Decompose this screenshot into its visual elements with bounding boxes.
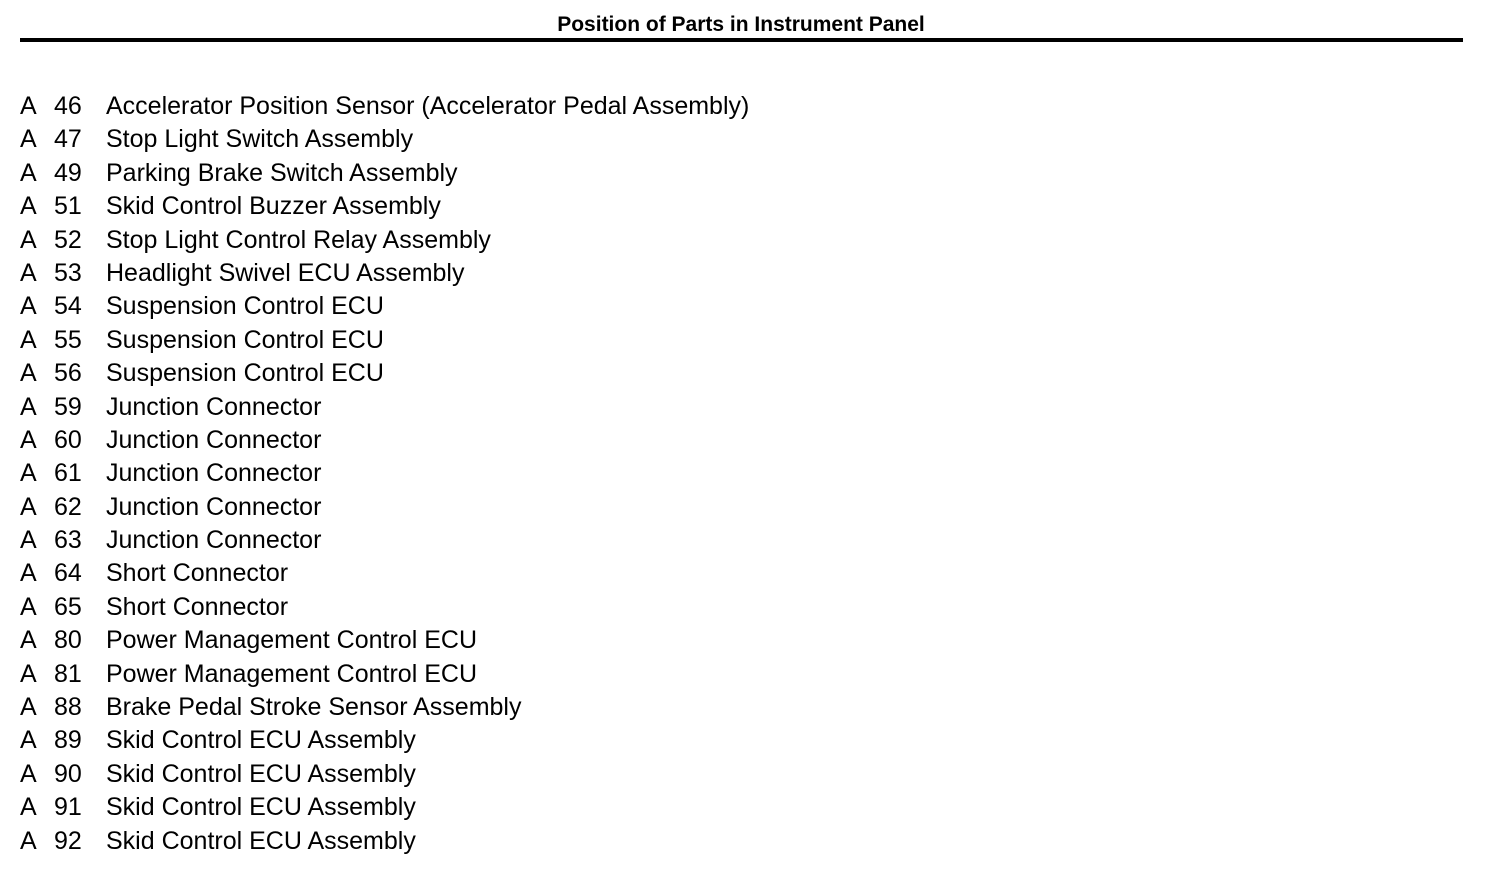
- part-prefix: A: [20, 559, 37, 588]
- part-prefix: A: [20, 225, 37, 254]
- part-prefix: A: [20, 759, 37, 788]
- part-number: 47: [54, 125, 82, 154]
- part-name: Junction Connector: [106, 392, 322, 421]
- list-item: [20, 524, 749, 557]
- list-item: [20, 424, 749, 457]
- part-number: 55: [54, 325, 82, 354]
- part-prefix: A: [20, 325, 37, 354]
- part-number: 92: [54, 826, 82, 855]
- part-name: Suspension Control ECU: [106, 292, 384, 321]
- part-prefix: A: [20, 425, 37, 454]
- part-name: Skid Control ECU Assembly: [106, 759, 416, 788]
- part-prefix: A: [20, 793, 37, 822]
- part-name: Skid Control Buzzer Assembly: [106, 192, 441, 221]
- part-name: Junction Connector: [106, 459, 322, 488]
- part-number: 91: [54, 793, 82, 822]
- part-name: Junction Connector: [106, 425, 322, 454]
- list-item: [20, 391, 749, 424]
- part-prefix: A: [20, 359, 37, 388]
- list-item: [20, 90, 749, 123]
- part-number: 54: [54, 292, 82, 321]
- list-item: [20, 290, 749, 323]
- part-name: Stop Light Switch Assembly: [106, 125, 414, 154]
- list-item: [20, 557, 749, 590]
- part-name: Suspension Control ECU: [106, 359, 384, 388]
- list-item: [20, 658, 749, 691]
- page-title: Position of Parts in Instrument Panel: [557, 13, 925, 36]
- part-number: 60: [54, 425, 82, 454]
- list-item: [20, 825, 749, 858]
- part-number: 52: [54, 225, 82, 254]
- part-number: 51: [54, 192, 82, 221]
- list-item: [20, 758, 749, 791]
- part-number: 56: [54, 359, 82, 388]
- part-name: Skid Control ECU Assembly: [106, 726, 416, 755]
- part-name: Short Connector: [106, 592, 289, 621]
- part-name: Power Management Control ECU: [106, 626, 477, 655]
- list-item: [20, 190, 749, 223]
- list-item: [20, 224, 749, 257]
- part-prefix: A: [20, 125, 37, 154]
- title-divider: [20, 38, 1463, 42]
- part-number: 88: [54, 693, 82, 722]
- part-number: 80: [54, 626, 82, 655]
- part-name: Accelerator Position Sensor (Accelerator Pedal Assembly): [106, 92, 750, 120]
- part-name: Short Connector: [106, 559, 289, 588]
- list-item: [20, 491, 749, 524]
- list-item: [20, 624, 749, 657]
- list-item: [20, 257, 749, 290]
- list-item: [20, 691, 749, 724]
- part-prefix: A: [20, 192, 37, 221]
- part-name: Power Management Control ECU: [106, 659, 477, 688]
- part-prefix: A: [20, 158, 37, 187]
- part-prefix: A: [20, 459, 37, 488]
- part-name: Suspension Control ECU: [106, 325, 384, 354]
- part-number: 62: [54, 492, 82, 521]
- part-prefix: A: [20, 258, 37, 287]
- part-prefix: A: [20, 292, 37, 321]
- list-item: [20, 791, 749, 824]
- list-item: [20, 157, 749, 190]
- part-number: 59: [54, 392, 82, 421]
- parts-list: [20, 90, 749, 858]
- part-number: 65: [54, 592, 82, 621]
- part-prefix: A: [20, 626, 37, 655]
- part-name: Skid Control ECU Assembly: [106, 826, 416, 855]
- part-prefix: A: [20, 826, 37, 855]
- part-name: Junction Connector: [106, 526, 322, 555]
- part-prefix: A: [20, 526, 37, 555]
- part-number: 90: [54, 759, 82, 788]
- part-number: 46: [54, 92, 82, 120]
- part-name: Junction Connector: [106, 492, 322, 521]
- part-name: Skid Control ECU Assembly: [106, 793, 416, 822]
- part-number: 63: [54, 526, 82, 555]
- part-name: Stop Light Control Relay Assembly: [106, 225, 491, 254]
- part-name: Brake Pedal Stroke Sensor Assembly: [106, 693, 522, 722]
- part-prefix: A: [20, 659, 37, 688]
- part-name: Parking Brake Switch Assembly: [106, 158, 458, 187]
- part-number: 49: [54, 158, 82, 187]
- part-prefix: A: [20, 592, 37, 621]
- part-number: 89: [54, 726, 82, 755]
- part-prefix: A: [20, 492, 37, 521]
- part-prefix: A: [20, 693, 37, 722]
- part-number: 81: [54, 659, 82, 688]
- list-item: [20, 357, 749, 390]
- list-item: [20, 724, 749, 757]
- part-prefix: A: [20, 726, 37, 755]
- list-item: [20, 123, 749, 156]
- part-prefix: A: [20, 92, 37, 120]
- list-item: [20, 324, 749, 357]
- part-number: 61: [54, 459, 82, 488]
- part-prefix: A: [20, 392, 37, 421]
- part-name: Headlight Swivel ECU Assembly: [106, 258, 465, 287]
- part-number: 64: [54, 559, 82, 588]
- part-number: 53: [54, 258, 82, 287]
- list-item: [20, 457, 749, 490]
- list-item: [20, 591, 749, 624]
